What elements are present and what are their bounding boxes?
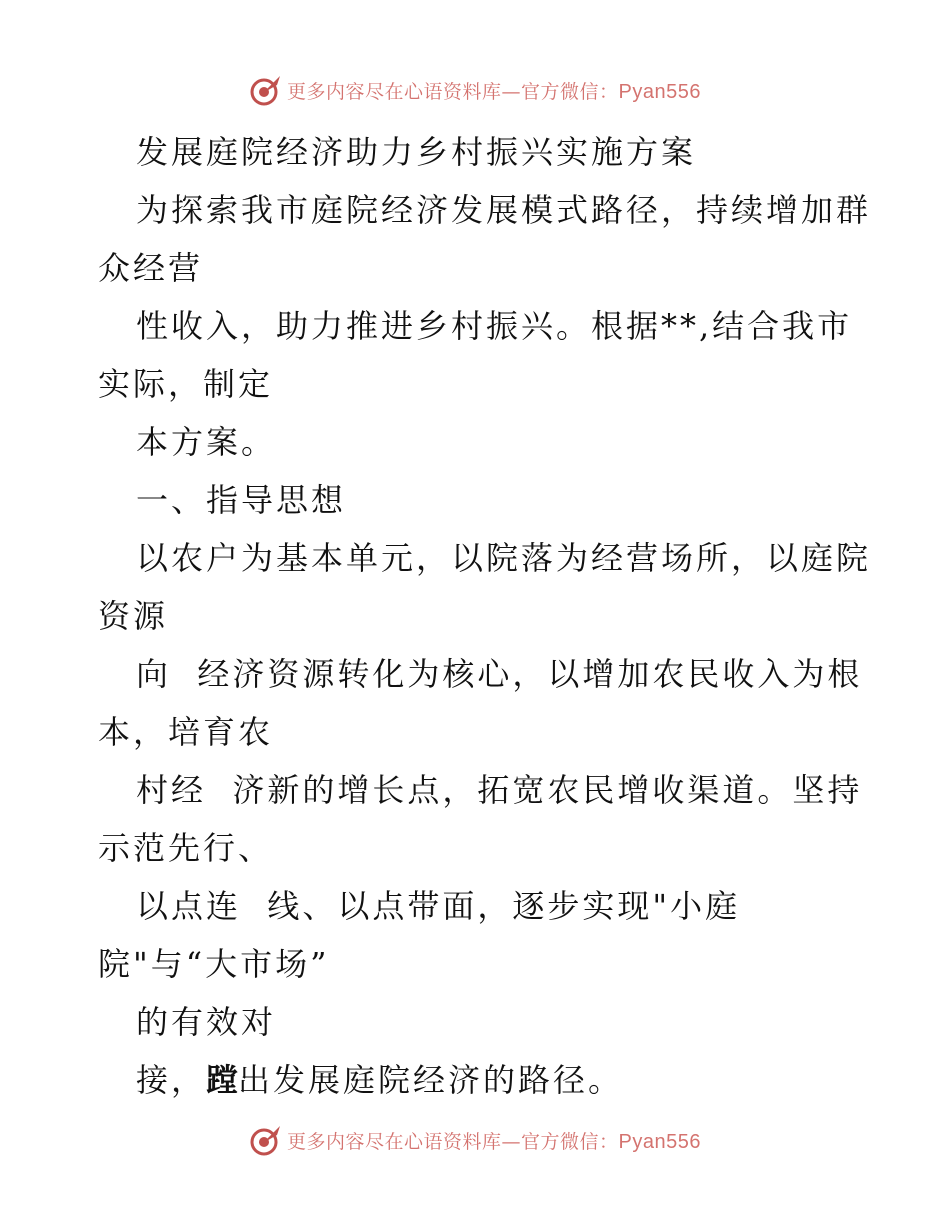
watermark-text: 更多内容尽在心语资料库—官方微信：Pyan556 [287, 80, 701, 103]
text-line: 本，培育农 [98, 713, 274, 751]
text-line: 村经 济新的增长点，拓宽农民增收渠道。坚持 [136, 771, 863, 809]
text-line [98, 1051, 858, 1109]
text-line: 院"与“大市场” [98, 945, 330, 983]
text-segment-prefix: 接， [136, 1061, 207, 1099]
text-line: 以农户为基本单元，以院落为经营场所，以庭院 [136, 539, 872, 577]
text-line: 众经营 [98, 249, 204, 287]
text-line: 资源 [98, 597, 169, 635]
text-line: 的有效对 [136, 1003, 277, 1041]
text-line: 实际，制定 [98, 365, 274, 403]
text-line: 本方案。 [136, 423, 277, 461]
document-body [98, 123, 872, 1109]
quill-logo-icon [249, 73, 283, 107]
text-line: 一、指导思想 [136, 481, 347, 519]
watermark-text: 更多内容尽在心语资料库—官方微信：Pyan556 [287, 1130, 701, 1153]
text-line: 发展庭院经济助力乡村振兴实施方案 [136, 133, 697, 171]
text-line: 性收入，助力推进乡村振兴。根据**,结合我市 [136, 307, 853, 345]
quill-logo-icon [249, 1123, 283, 1157]
watermark-header [0, 70, 950, 110]
text-line: 示范先行、 [98, 829, 274, 867]
text-segment-highlight: 蹚 [206, 1061, 239, 1099]
text-segment-suffix: 出发展庭院经济的路径。 [238, 1061, 624, 1099]
text-line: 向 经济资源转化为核心，以增加农民收入为根 [136, 655, 863, 693]
text-line: 为探索我市庭院经济发展模式路径，持续增加群 [136, 191, 872, 229]
text-line: 以点连 线、以点带面，逐步实现"小庭 [136, 887, 741, 925]
watermark-footer [0, 1120, 950, 1160]
